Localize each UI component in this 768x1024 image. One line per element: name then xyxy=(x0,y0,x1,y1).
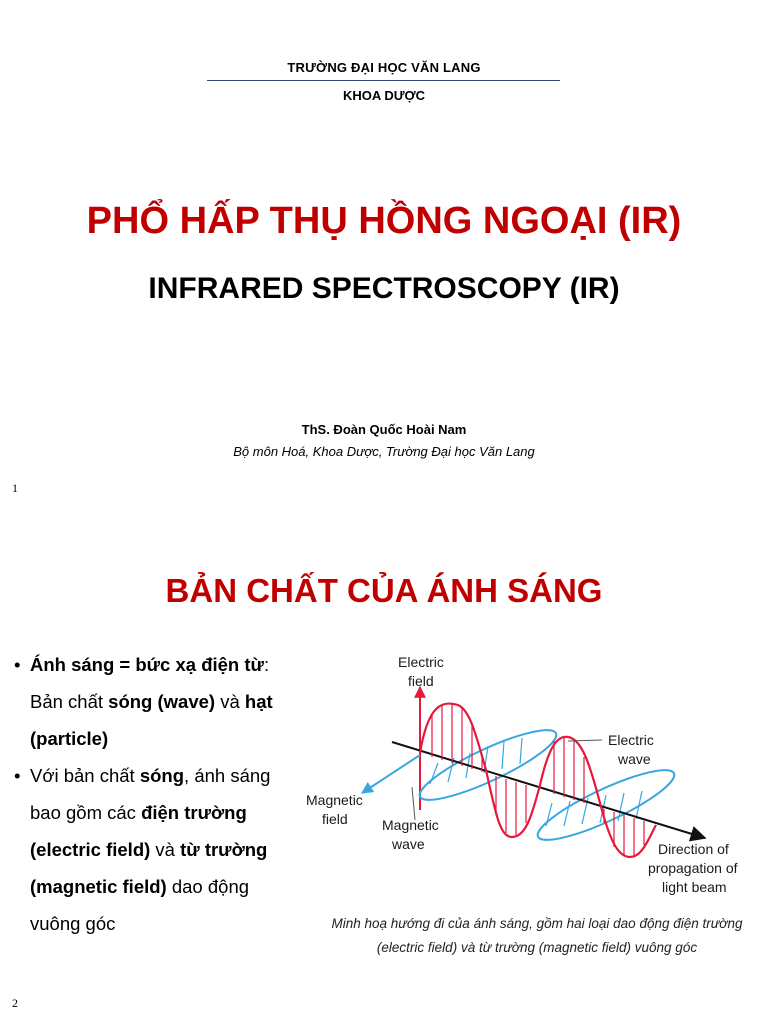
bullet1-bold-1: Ánh sáng = bức xạ điện từ xyxy=(30,654,264,675)
bullet2-bold-2: điện trường (electric field) xyxy=(30,802,247,860)
bullet-list xyxy=(14,646,304,942)
author-name: ThS. Đoàn Quốc Hoài Nam xyxy=(301,422,467,437)
bullet2-text-1: Với bản chất xyxy=(30,765,140,786)
label-electric-wave: Electric wave xyxy=(608,732,654,767)
magnetic-field-arrow xyxy=(362,755,420,793)
label-direction-of-propagation: Direction of propagation of light beam xyxy=(648,841,738,895)
bullet1-text-2: và xyxy=(215,691,245,712)
page-number-1: 1 xyxy=(12,481,18,495)
page-number-2: 2 xyxy=(12,996,18,1010)
bullet1-bold-3: hạt (particle) xyxy=(30,691,273,749)
bullet-item-1 xyxy=(14,646,304,757)
title-english: INFRARED SPECTROSCOPY (IR) xyxy=(148,272,620,305)
bullet2-text-4: dao động vuông góc xyxy=(30,876,250,934)
bullet-item-2 xyxy=(14,757,304,942)
bullet-dot: • xyxy=(14,765,21,786)
university-name: TRƯỜNG ĐẠI HỌC VĂN LANG xyxy=(287,60,481,75)
bullet2-text-2: , ánh sáng bao gồm các xyxy=(30,765,271,823)
bullet1-bold-2: sóng (wave) xyxy=(108,691,216,712)
title-vietnamese: PHỔ HẤP THỤ HỒNG NGOẠI (IR) xyxy=(86,200,682,242)
bullet2-bold-1: sóng xyxy=(139,765,185,786)
label-magnetic-field: Magnetic field xyxy=(306,792,363,827)
figure-caption: Minh hoạ hướng đi của ánh sáng, gồm hai loại dao động điện trường (electric field) và từ trường (magnetic field) vuông góc xyxy=(331,916,743,955)
em-wave-figure xyxy=(300,645,760,900)
bullet1-text-1: : Bản chất xyxy=(30,654,270,712)
author-affiliation: Bộ môn Hoá, Khoa Dược, Trường Đại học Văn Lang xyxy=(233,444,535,459)
slide2-heading: BẢN CHẤT CỦA ÁNH SÁNG xyxy=(165,572,603,609)
header-divider xyxy=(207,80,560,81)
label-magnetic-wave: Magnetic wave xyxy=(382,817,439,852)
bullet2-bold-3: từ trường (magnetic field) xyxy=(30,839,268,897)
bullet-dot: • xyxy=(14,654,21,675)
label-electric-field: Electric field xyxy=(398,654,444,689)
bullet2-text-3: và xyxy=(150,839,181,860)
faculty-name: KHOA DƯỢC xyxy=(342,88,426,103)
